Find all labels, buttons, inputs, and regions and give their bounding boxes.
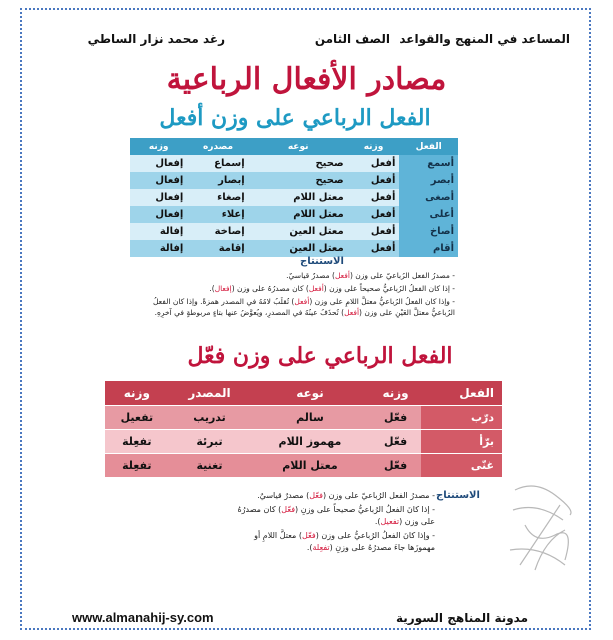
table-cell: تفعِلة [105, 454, 169, 477]
table-cell: فعّل [370, 430, 422, 453]
table-cell: معتل العين [249, 240, 348, 257]
table-cell: إصغاء [187, 189, 248, 206]
column-header: الفعل [421, 381, 502, 405]
table-cell: تفعيل [105, 406, 169, 429]
table-header-row [105, 381, 502, 405]
table-cell: إفعال [130, 206, 187, 223]
column-header: نوعه [249, 138, 348, 155]
table-cell: معتل العين [249, 223, 348, 240]
table-cell: تبرئة [169, 430, 251, 453]
table-cell: معتل اللام [249, 206, 348, 223]
table-cell: أصغى [399, 189, 458, 206]
table-cell: أفعل [348, 240, 400, 257]
table-cell: برّأ [421, 430, 502, 453]
footer-blog-name: مدونة المناهج السورية [396, 611, 529, 625]
page-title: مصادر الأفعال الرباعية [166, 62, 447, 97]
column-header: وزنه [105, 381, 169, 405]
table-cell: تدريب [169, 406, 251, 429]
header-author: رغد محمد نزار الساطي [87, 32, 225, 46]
section2-table [105, 380, 502, 478]
column-header: نوعه [250, 381, 369, 405]
note-line: - مصدرُ الفعل الرُباعيّ على وزن (أفعل) مصدرٌ قياسيٌ. [286, 271, 455, 280]
header-book: المساعد في المنهج والقواعد [399, 32, 570, 46]
table-cell: إعلاء [187, 206, 248, 223]
table-row [105, 430, 502, 453]
note-line: - وإذا كان الفعلُ الرُباعيُّ معتلَّ اللامِ على وزن (أفعل) تُقلَبُ لامُهُ في المصدر همزةً. وإذا كان الفعلُ الرُباعيُّ معتلَّ العَيْنِ على وزن (أفعل) تُحذَفُ عينُهُ في المصدرِ، ويُعوَّضُ عنها بتاءٍ مربوطةٍ في آخرِهِ. [153, 297, 455, 317]
table-row [105, 406, 502, 429]
table-cell: سالم [250, 406, 369, 429]
table-cell: معتل اللام [250, 454, 369, 477]
note-line: - وإذا كانَ الفعلُ الرُباعيُّ على وزن (فعّل) معتلَّ اللامِ أو مهموزَها جاءَ مصدرُهُ على وزنِ (تفعِلة). [254, 531, 435, 552]
table-cell: إفالة [130, 223, 187, 240]
table-cell: أفعل [348, 223, 400, 240]
table-cell: إبصار [187, 172, 248, 189]
note-line: - إذا كانَ الفعلُ الرُباعيُّ صحيحاً على وزنِ (فعّل) كان مصدرُهُ على وزن (تفعيل). [237, 505, 435, 526]
table-cell: معتل اللام [249, 189, 348, 206]
table-cell: أفعل [348, 155, 400, 172]
section2-heading: الفعل الرباعي على وزن فعّل [187, 343, 453, 369]
note-line: - مصدرُ الفعل الرُباعيّ على وزن (فعّل) مصدرٌ قياسيٌ. [257, 491, 435, 500]
table-row [130, 240, 458, 257]
table-cell: إفعال [130, 155, 187, 172]
table-cell: إسماع [187, 155, 248, 172]
section1-notes [130, 270, 455, 320]
footer-url: www.almanahij-sy.com [72, 610, 214, 625]
table-cell: درّب [421, 406, 502, 429]
table-row [130, 172, 458, 189]
table-row [130, 155, 458, 172]
column-header: مصدره [187, 138, 248, 155]
table-cell: إفعال [130, 172, 187, 189]
table-cell: أفعل [348, 189, 400, 206]
column-header: الفعل [399, 138, 458, 155]
header-grade: الصف الثامن [314, 32, 390, 46]
decorative-calligraphy-sketch [505, 470, 577, 580]
section1-heading: الفعل الرباعي على وزن أفعل [159, 105, 431, 131]
table-cell: أصاخ [399, 223, 458, 240]
page-header [40, 32, 570, 52]
table-cell: مهموز اللام [250, 430, 369, 453]
table-cell: أسمع [399, 155, 458, 172]
table-cell: أبصر [399, 172, 458, 189]
column-header: وزنه [348, 138, 400, 155]
table-cell: فعّل [370, 406, 422, 429]
table-cell: صحيح [249, 155, 348, 172]
column-header: المصدر [169, 381, 251, 405]
table-cell: صحيح [249, 172, 348, 189]
table-row [130, 206, 458, 223]
table-cell: إصاخة [187, 223, 248, 240]
column-header: وزنه [130, 138, 187, 155]
table-cell: إقامة [187, 240, 248, 257]
section2-notes [225, 490, 435, 556]
table-row [130, 223, 458, 240]
column-header: وزنه [370, 381, 422, 405]
table-cell: أعلى [399, 206, 458, 223]
table-header-row [130, 138, 458, 155]
table-row [130, 189, 458, 206]
table-cell: تغنية [169, 454, 251, 477]
table-cell: أقام [399, 240, 458, 257]
table-row [105, 454, 502, 477]
section2-conclusion-label: الاستنتاج [436, 490, 480, 501]
section1-table [130, 138, 458, 257]
table-cell: غنّى [421, 454, 502, 477]
table-cell: إفعال [130, 189, 187, 206]
table-cell: أفعل [348, 206, 400, 223]
table-cell: تفعِلة [105, 430, 169, 453]
table-cell: فعّل [370, 454, 422, 477]
table-cell: إفالة [130, 240, 187, 257]
section1-conclusion-label: الاستنتاج [300, 256, 344, 267]
table-cell: أفعل [348, 172, 400, 189]
note-line: - إذا كان الفعلُ الرُباعيُّ صحيحاً على وزن (أفعل) كان مصدرُهُ على وزن (إفعال). [209, 284, 455, 293]
